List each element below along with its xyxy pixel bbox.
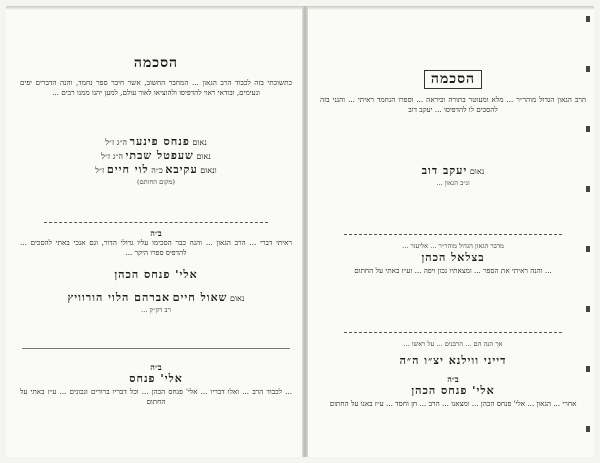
right-approval-3-name-line — [314, 385, 592, 398]
right-approval-1-sig-prefix: נאום — [469, 167, 485, 176]
left-signature-1 — [14, 136, 298, 149]
left-signature-3-prefix: ונאום — [200, 166, 217, 175]
left-approval-3-heading: ב״ה — [150, 362, 162, 372]
left-approval-2-body: ראיתי דברי ... הרב הגאון ... והנה כבר הסכימו עליו גדולי הדור, וגם אנכי באתי להסכים ... להדפיס ספרו היקר ... — [20, 238, 292, 257]
left-separator-2 — [22, 348, 290, 349]
left-signature-3-name: עקיבא — [165, 163, 198, 176]
left-approval-2-heading: ב״ה — [150, 228, 162, 238]
left-approval-1-signatures — [14, 136, 298, 187]
left-signature-1-name: פנחס פינער — [129, 135, 190, 148]
left-approval-2-sig-tail: רב דק״ק ... — [141, 306, 171, 314]
left-signature-3-suffix: ז״ל — [95, 166, 105, 175]
left-approval-2-name: אלי' פנחס הכהן — [114, 268, 198, 281]
left-signature-3-middle: כ״ה — [151, 166, 163, 175]
right-separator-2-wrap — [314, 332, 592, 333]
right-approval-3-name: אלי' פנחס הכהן — [411, 384, 495, 397]
left-separator-1 — [44, 222, 268, 223]
left-approval-1-title: הסכמה — [133, 55, 179, 71]
book-spine — [302, 6, 308, 457]
left-approval-2-sig-name: שאול חיים — [172, 291, 228, 304]
edge-mark — [586, 126, 590, 132]
left-approval-1-place: (מקום החותם) — [137, 178, 175, 186]
left-signature-3-name2: לוי חיים — [106, 163, 149, 176]
edge-mark — [586, 306, 590, 312]
left-approval-2-signature — [14, 292, 298, 305]
right-approval-3-sig: דייני ווילנא יצ״ו ה״ה — [399, 354, 507, 367]
left-approval-1 — [14, 52, 298, 187]
left-approval-1-body: כתשוכתי בזה לכבוד הרב הגאון ... המחבר החשוב, אשר חיבר ספר נחמד, והנה הדברים יפים ונעימים, ובודאי ראוי להדפיסו ולהוציאו לאור עולם, למען יהנו ממנו רבים ... — [20, 78, 292, 97]
left-approval-2-sig-prefix: נאום — [230, 294, 245, 303]
right-approval-2-name: בצלאל הכהן — [421, 251, 485, 264]
left-approval-3-name-line — [14, 373, 298, 386]
left-signature-2-prefix: נאום — [196, 152, 211, 161]
edge-mark — [586, 246, 590, 252]
right-approval-3 — [314, 340, 592, 441]
right-approval-1-sig-name: יעקב דוב — [421, 164, 468, 177]
left-approval-1-title-wrap — [14, 52, 298, 72]
right-approval-1-title-wrap — [314, 68, 592, 89]
page-edge-marks — [582, 6, 590, 457]
left-separator-2-wrap — [14, 348, 298, 349]
right-approval-2-lead: מדבר הגאון הגדול מוהר״ר ... אליעזר ... — [402, 242, 504, 250]
left-signature-3 — [14, 164, 298, 177]
left-approval-3-body: ... לכבוד הרב ... ואלו דבריו ... אלי' פנחס הכהן ... וכל דבריו ברורים ונכונים ... ע״ז באתי על החתום — [20, 387, 292, 406]
left-approval-3 — [14, 362, 298, 447]
right-approval-3-lead: אך הנה הם ... הרבנים ... על ראשו ... — [403, 340, 503, 348]
scanned-document-page — [6, 6, 594, 457]
edge-mark — [586, 426, 590, 432]
right-approval-3-heading: ב״ה — [447, 374, 459, 384]
right-approval-1-sig-tail: ונ״ב הגאון ... — [436, 179, 470, 187]
right-separator-1 — [344, 234, 562, 235]
right-approval-1-title: הסכמה — [424, 70, 482, 89]
left-approval-2-sig-name2: אברהם הלוי הורוויץ — [67, 291, 171, 304]
right-column — [314, 6, 592, 457]
right-approval-1-body: הרב הגאון הגדול מוהר״ר ... מלא ומעוטר בתורה וביראה ... וספרו הנחמד ראיתי ... והנני בזה להסכים לו להדפיסו ... יעקב דוב — [320, 95, 586, 114]
right-approval-3-signature — [314, 355, 592, 368]
edge-mark — [586, 186, 590, 192]
left-signature-1-suffix: ה״ג ז״ל — [105, 138, 128, 147]
left-approval-2 — [14, 228, 298, 315]
right-approval-2-name-line — [314, 252, 592, 265]
edge-mark — [586, 366, 590, 372]
right-approval-3-body: אחרי ... הגאון ... אלי' פנחס הכהן ... ומצאנו ... הרב ... חן וחסד ... ע״ז באנו על החתום — [329, 399, 577, 408]
right-approval-1 — [314, 68, 592, 188]
left-signature-1-prefix: נאום — [192, 138, 207, 147]
right-approval-2-body: ... והנה ראיתי את הספר ... ומצאתיו נכון ויפה ... וע״ז באתי על החתום — [354, 266, 552, 275]
edge-mark — [586, 66, 590, 72]
left-column — [14, 6, 298, 457]
right-approval-1-signature — [314, 165, 592, 178]
right-separator-2 — [344, 332, 562, 333]
left-approval-3-name: אלי' פנחס — [129, 372, 183, 385]
right-separator-1-wrap — [314, 234, 592, 235]
left-signature-2 — [14, 150, 298, 163]
right-approval-2 — [314, 242, 592, 296]
left-signature-2-suffix: ה״ג ז״ל — [101, 152, 123, 161]
left-approval-2-name-line — [14, 269, 298, 282]
edge-mark — [586, 16, 590, 22]
left-separator-1-wrap — [14, 222, 298, 223]
left-signature-2-name: שעפטל שבתי — [125, 149, 194, 162]
